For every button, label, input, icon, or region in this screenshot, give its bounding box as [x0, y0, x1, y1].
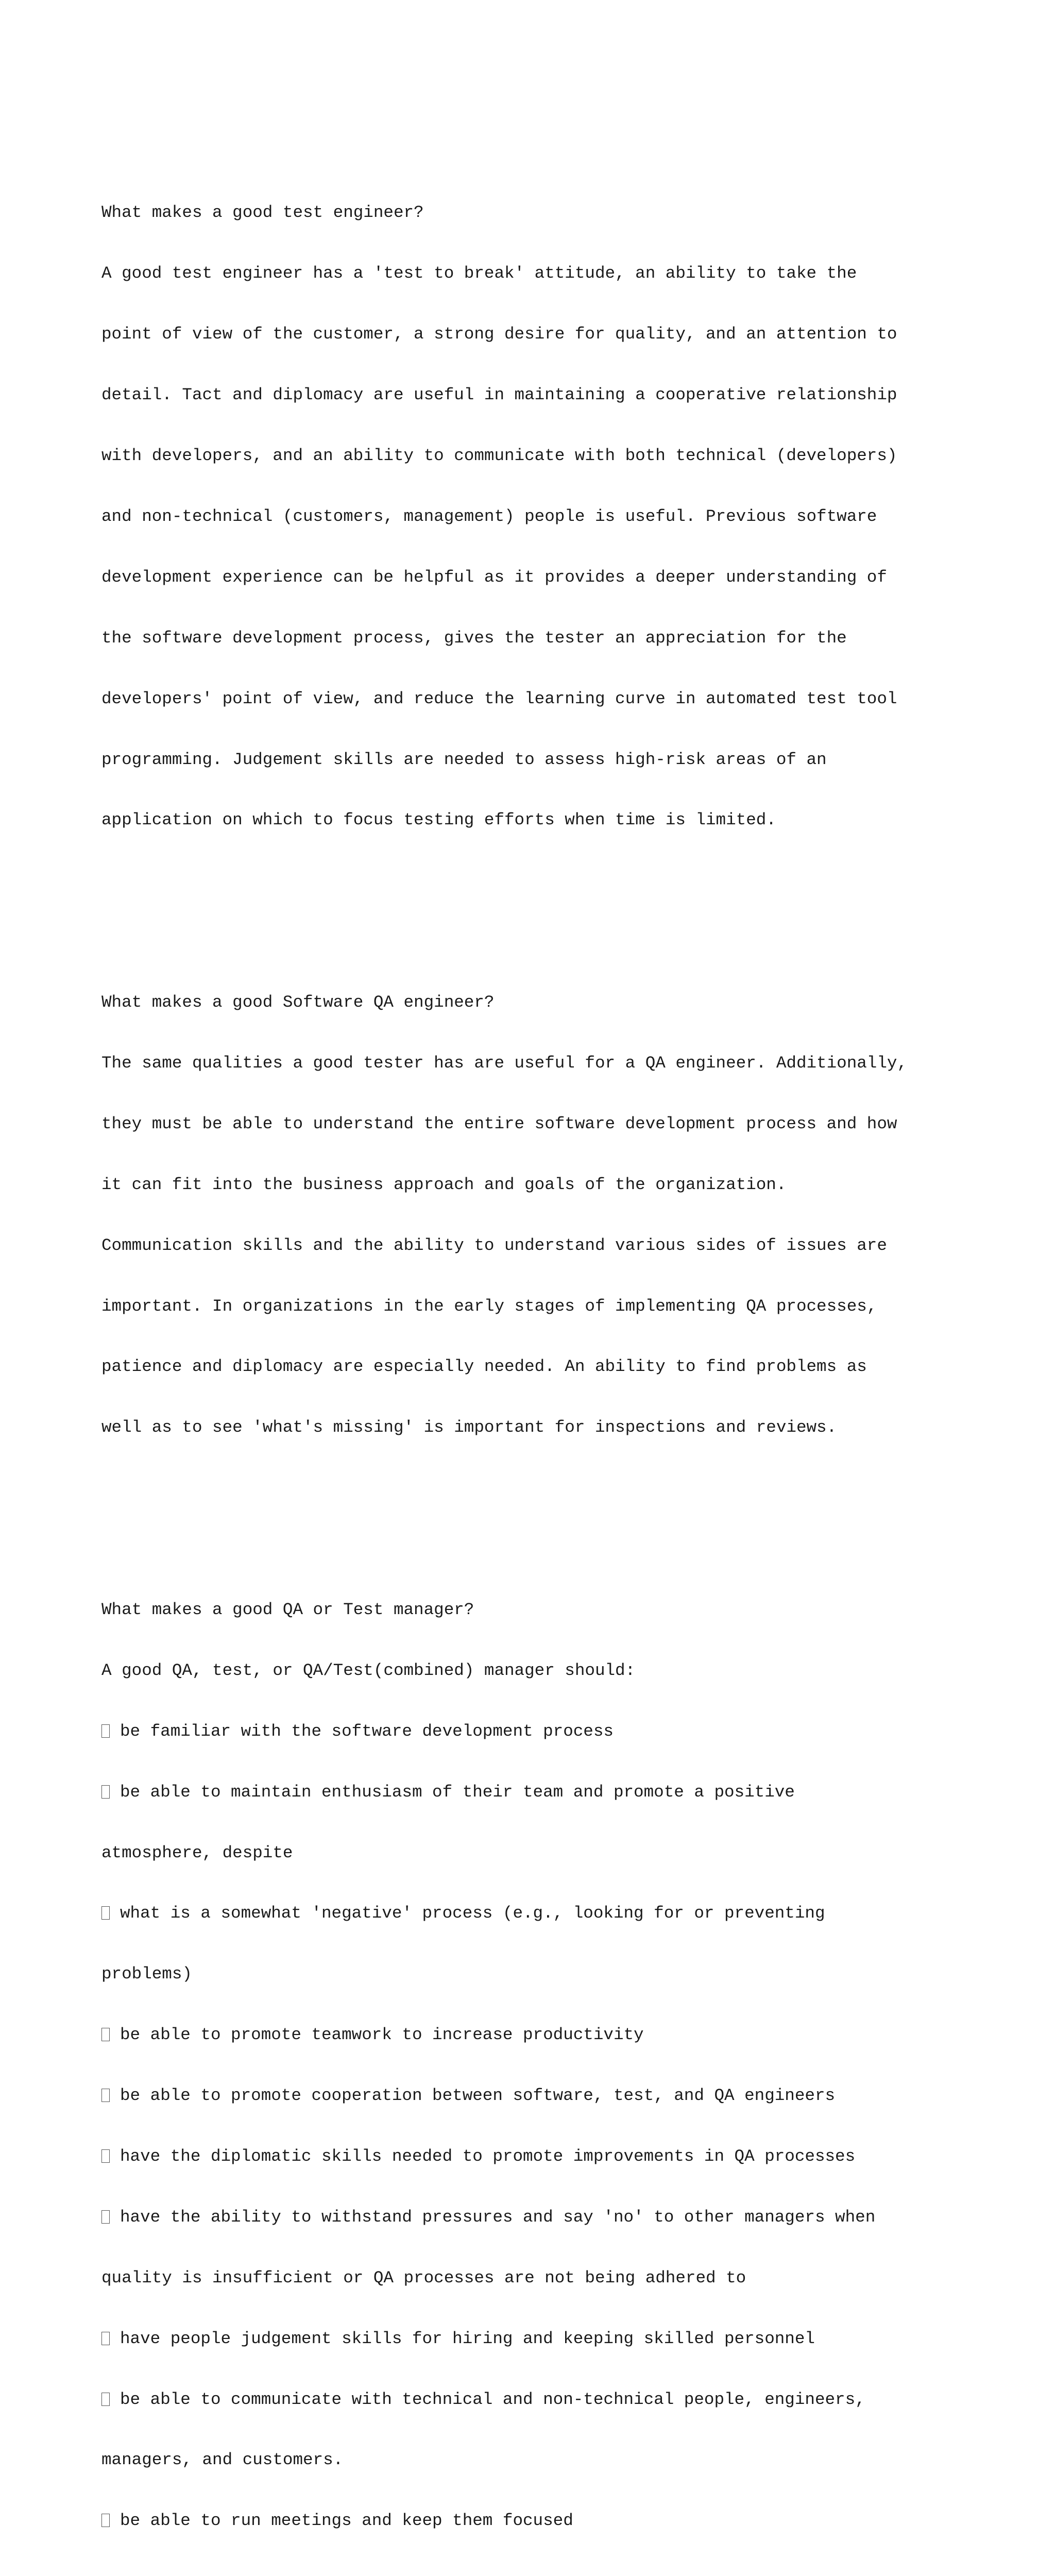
bullet-item — [101, 2329, 1008, 2349]
bullet-item — [101, 1782, 1008, 1802]
bullet-text: be able to run meetings and keep them focused — [120, 2511, 573, 2531]
text-line: atmosphere, despite — [101, 1843, 293, 1862]
bullet-item — [101, 2389, 1008, 2410]
bullet-item — [101, 2086, 1008, 2106]
bullet-text: be able to promote teamwork to increase productivity — [120, 2025, 644, 2045]
text-line: with developers, and an ability to communicate with both technical (developers) — [101, 446, 897, 466]
section-heading: What makes a good QA or Test manager? — [101, 1600, 474, 1619]
text-line: Communication skills and the ability to understand various sides of issues are — [101, 1235, 887, 1255]
text-line: detail. Tact and diplomacy are useful in maintaining a cooperative relationship — [101, 385, 897, 405]
text-line: The same qualities a good tester has are useful for a QA engineer. Additionally, — [101, 1053, 908, 1073]
text-line: problems) — [101, 1964, 192, 1984]
bullet-text: be able to maintain enthusiasm of their team and promote a positive — [120, 1782, 795, 1802]
bullet-box-icon — [101, 1785, 110, 1799]
bullet-box-icon — [101, 1724, 110, 1738]
bullet-text: be able to communicate with technical and non-technical people, engineers, — [120, 2389, 865, 2409]
bullet-box-icon — [101, 2393, 110, 2406]
text-line: point of view of the customer, a strong desire for quality, and an attention to — [101, 325, 897, 344]
text-line: and non-technical (customers, management) people is useful. Previous software — [101, 506, 877, 526]
text-line: well as to see 'what's missing' is important for inspections and reviews. — [101, 1418, 837, 1437]
text-line: patience and diplomacy are especially needed. An ability to find problems as — [101, 1357, 867, 1377]
text-line: developers' point of view, and reduce the learning curve in automated test tool — [101, 689, 897, 708]
text-line: the software development process, gives the tester an appreciation for the — [101, 628, 847, 648]
section-test-engineer — [101, 162, 1008, 871]
bullet-box-icon — [101, 1906, 110, 1920]
section-qa-manager — [101, 1559, 1008, 2571]
text-line: A good test engineer has a 'test to break' attitude, an ability to take the — [101, 264, 857, 283]
bullet-text: have the ability to withstand pressures and say 'no' to other managers when — [120, 2207, 876, 2227]
bullet-text: have people judgement skills for hiring and keeping skilled personnel — [120, 2329, 815, 2348]
bullet-item — [101, 2207, 1008, 2227]
text-line: quality is insufficient or QA processes are not being adhered to — [101, 2268, 746, 2287]
bullet-text: be familiar with the software development process — [120, 1721, 614, 1741]
text-line: programming. Judgement skills are needed to assess high-risk areas of an — [101, 750, 827, 769]
bullet-item — [101, 2146, 1008, 2166]
bullet-text: have the diplomatic skills needed to promote improvements in QA processes — [120, 2146, 856, 2166]
text-line: managers, and customers. — [101, 2450, 344, 2470]
section-heading: What makes a good test engineer? — [101, 203, 424, 223]
bullet-item — [101, 1903, 1008, 1923]
text-line: A good QA, test, or QA/Test(combined) manager should: — [101, 1660, 636, 1680]
document-body — [101, 101, 1008, 2576]
bullet-text: what is a somewhat 'negative' process (e.g., looking for or preventing — [120, 1904, 825, 1923]
text-line: it can fit into the business approach and goals of the organization. — [101, 1175, 787, 1194]
bullet-item — [101, 2025, 1008, 2045]
bullet-box-icon — [101, 2028, 110, 2041]
section-heading: What makes a good Software QA engineer? — [101, 993, 495, 1012]
text-line: development experience can be helpful as it provides a deeper understanding of — [101, 567, 887, 587]
text-line: they must be able to understand the entire software development process and how — [101, 1114, 897, 1133]
text-line: important. In organizations in the early stages of implementing QA processes, — [101, 1296, 877, 1316]
bullet-box-icon — [101, 2149, 110, 2163]
bullet-box-icon — [101, 2514, 110, 2527]
bullet-box-icon — [101, 2089, 110, 2102]
text-line: application on which to focus testing efforts when time is limited. — [101, 810, 776, 830]
section-qa-engineer — [101, 952, 1008, 1478]
bullet-box-icon — [101, 2332, 110, 2345]
bullet-text: be able to promote cooperation between software, test, and QA engineers — [120, 2086, 836, 2106]
bullet-item — [101, 1721, 1008, 1741]
bullet-box-icon — [101, 2210, 110, 2224]
bullet-item — [101, 2511, 1008, 2531]
